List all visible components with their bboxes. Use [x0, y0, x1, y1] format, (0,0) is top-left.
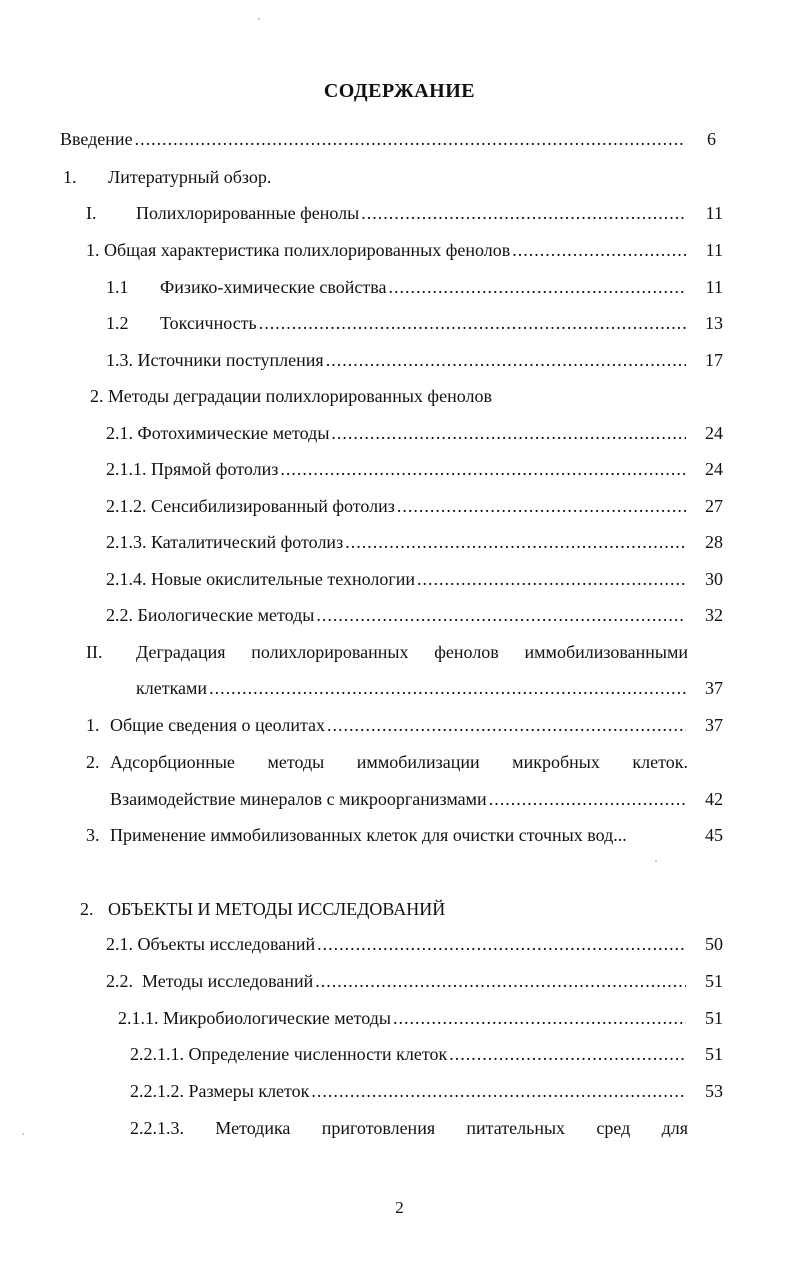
- toc-label: Физико-химические свойства: [160, 277, 387, 297]
- toc-entry: [106, 969, 688, 993]
- toc-entry: [86, 640, 103, 664]
- toc-leader: [331, 421, 686, 445]
- toc-entry: [106, 421, 688, 445]
- toc-page-number: 53: [705, 1081, 723, 1101]
- toc-label: 2.1.3. Каталитический фотолиз: [106, 532, 344, 552]
- toc-page-number: 17: [705, 350, 723, 370]
- toc-page-number: 11: [705, 240, 723, 260]
- toc-label: 2.1. Объекты исследований: [106, 934, 316, 954]
- toc-leader: [512, 238, 686, 262]
- section-heading: [80, 897, 94, 921]
- toc-label: Полихлорированные фенолы: [136, 203, 360, 223]
- toc-label: 1.3. Источники поступления: [106, 350, 324, 370]
- toc-leader: [361, 201, 686, 225]
- toc-label: 2.1.1. Микробиологические методы: [118, 1008, 392, 1028]
- toc-label: Введение: [60, 129, 133, 149]
- toc-entry: [110, 713, 688, 737]
- toc-label: ОБЪЕКТЫ И МЕТОДЫ ИССЛЕДОВАНИЙ: [108, 899, 446, 919]
- toc-entry: [86, 823, 100, 847]
- toc-label: Общие сведения о цеолитах: [110, 715, 326, 735]
- toc-leader: [317, 932, 686, 956]
- toc-page-number: 37: [705, 715, 723, 735]
- scan-artifact: [258, 18, 260, 20]
- toc-entry: [136, 676, 688, 700]
- toc-page-number: 45: [705, 825, 723, 845]
- toc-page-number: 51: [705, 1044, 723, 1064]
- toc-entry: [86, 238, 688, 262]
- toc-leader: [397, 494, 686, 518]
- toc-number: I.: [86, 203, 97, 223]
- toc-number: 2.: [86, 752, 100, 772]
- page-number: 2: [395, 1198, 404, 1217]
- toc-entry: [86, 750, 100, 774]
- toc-leader: [311, 1079, 686, 1103]
- toc-leader: [135, 127, 683, 151]
- toc-entry: [86, 201, 97, 225]
- toc-label: 2.1.4. Новые окислительные технологии: [106, 569, 415, 589]
- toc-number: II.: [86, 642, 103, 662]
- toc-entry: [86, 713, 100, 737]
- toc-number: 2.: [80, 899, 94, 919]
- toc-label: Литературный обзор.: [108, 167, 272, 187]
- toc-label: 1. Общая характеристика полихлорированных фенолов: [86, 240, 511, 260]
- toc-entry: [106, 932, 688, 956]
- scan-artifact: [22, 1133, 24, 1135]
- toc-entry: [118, 1006, 688, 1030]
- toc-label: 2.2. Биологические методы: [106, 605, 315, 625]
- toc-entry: [60, 127, 685, 151]
- toc-entry: [160, 311, 688, 335]
- toc-entry: [130, 1116, 688, 1140]
- toc-page-number: 27: [705, 496, 723, 516]
- toc-leader: [327, 713, 686, 737]
- toc-entry: [110, 750, 688, 774]
- toc-label: 2.2. Методы исследований: [106, 971, 314, 991]
- toc-label: 2.1. Фотохимические методы: [106, 423, 330, 443]
- toc-number: 1.: [86, 715, 100, 735]
- toc-entry: [108, 165, 271, 189]
- toc-label: 2.1.2. Сенсибилизированный фотолиз: [106, 496, 395, 516]
- toc-page-number: 11: [705, 203, 723, 223]
- toc-page-number: 11: [705, 277, 723, 297]
- toc-entry: [106, 530, 688, 554]
- toc-number: 1.1: [106, 277, 129, 297]
- toc-entry: [106, 348, 688, 372]
- toc-label: Взаимодействие минералов с микроорганизмами: [110, 789, 487, 809]
- section-heading: [108, 897, 445, 921]
- toc-entry: [136, 201, 688, 225]
- toc-entry: [106, 457, 688, 481]
- toc-entry: [90, 384, 492, 408]
- toc-leader: [345, 530, 686, 554]
- toc-label: Адсорбционные методы иммобилизации микробных клеток.: [110, 752, 688, 772]
- toc-page-number: 51: [705, 1008, 723, 1028]
- toc-leader: [316, 603, 686, 627]
- toc-entry: [130, 1042, 688, 1066]
- toc-page-number: 32: [705, 605, 723, 625]
- toc-page-number: 37: [705, 678, 723, 698]
- toc-entry: [106, 311, 129, 335]
- toc-page-number: 24: [705, 423, 723, 443]
- toc-page-number: 24: [705, 459, 723, 479]
- toc-page-number: 30: [705, 569, 723, 589]
- toc-leader: [280, 457, 686, 481]
- scan-artifact: [655, 860, 657, 862]
- toc-label: 2.2.1.1. Определение численности клеток: [130, 1044, 448, 1064]
- toc-leader: [259, 311, 686, 335]
- toc-page-number: 6: [707, 129, 716, 149]
- toc-label: 2. Методы деградации полихлорированных фенолов: [90, 386, 492, 406]
- toc-leader: [449, 1042, 686, 1066]
- toc-entry: [110, 787, 688, 811]
- toc-label: Деградация полихлорированных фенолов иммобилизованными: [136, 642, 688, 662]
- toc-number: 1.2: [106, 313, 129, 333]
- toc-page-number: 50: [705, 934, 723, 954]
- page-title: СОДЕРЖАНИЕ: [323, 80, 476, 102]
- toc-entry: [106, 494, 688, 518]
- toc-label: 2.1.1. Прямой фотолиз: [106, 459, 279, 479]
- toc-entry: [106, 275, 129, 299]
- toc-entry: [106, 567, 688, 591]
- toc-label: 2.2.1.3. Методика приготовления питательных сред для: [130, 1118, 688, 1138]
- toc-entry: [110, 823, 688, 847]
- toc-page-number: 13: [705, 313, 723, 333]
- toc-leader: [315, 969, 686, 993]
- toc-label: клетками: [136, 678, 208, 698]
- toc-leader: [326, 348, 686, 372]
- toc-page-number: 51: [705, 971, 723, 991]
- toc-leader: [417, 567, 686, 591]
- toc-entry: [160, 275, 688, 299]
- toc-entry: [136, 640, 688, 664]
- toc-leader: [489, 787, 686, 811]
- toc-number: 3.: [86, 825, 100, 845]
- toc-label: Токсичность: [160, 313, 257, 333]
- toc-number: 1.: [63, 167, 77, 187]
- toc-label: 2.2.1.2. Размеры клеток: [130, 1081, 310, 1101]
- toc-page-number: 28: [705, 532, 723, 552]
- toc-page-number: 42: [705, 789, 723, 809]
- toc-leader: [209, 676, 686, 700]
- toc-label: Применение иммобилизованных клеток для очистки сточных вод...: [110, 825, 627, 845]
- toc-leader: [389, 275, 686, 299]
- toc-leader: [393, 1006, 686, 1030]
- toc-entry: [130, 1079, 688, 1103]
- toc-entry: [63, 165, 77, 189]
- toc-entry: [106, 603, 688, 627]
